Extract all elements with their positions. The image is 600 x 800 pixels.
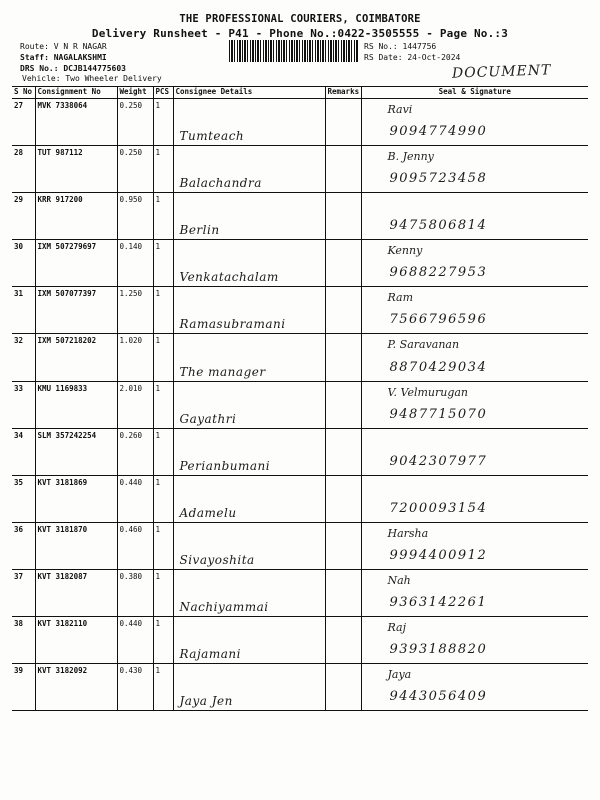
row-remarks	[325, 381, 361, 428]
row-remarks	[325, 617, 361, 664]
consignee-name-handwritten: Tumteach	[179, 129, 245, 144]
row-consignee	[173, 475, 325, 522]
header-weight: Weight	[117, 87, 153, 99]
signature-handwritten: Raj	[387, 621, 407, 635]
row-consignment-no: IXM 507218202	[35, 334, 117, 381]
row-pcs: 1	[153, 287, 173, 334]
signature-handwritten: Nah	[387, 573, 411, 587]
header-seal-signature: Seal & Signature	[361, 87, 588, 99]
consignee-name-handwritten: Berlin	[179, 223, 220, 238]
table-row	[12, 99, 588, 146]
signature-handwritten: Kenny	[387, 244, 423, 258]
consignee-name-handwritten: Venkatachalam	[179, 270, 279, 285]
row-seal-signature	[361, 381, 588, 428]
row-remarks	[325, 287, 361, 334]
phone-handwritten: 9487715070	[389, 406, 488, 422]
row-remarks	[325, 428, 361, 475]
row-remarks	[325, 475, 361, 522]
row-pcs: 1	[153, 569, 173, 616]
consignee-name-handwritten: Adamelu	[179, 505, 237, 520]
table-row	[12, 428, 588, 475]
row-weight: 0.430	[117, 664, 153, 711]
consignee-name-handwritten: Perianbumani	[179, 458, 271, 473]
signature-handwritten: Ravi	[387, 103, 413, 116]
consignee-name-handwritten: Ramasubramani	[179, 317, 286, 332]
phone-handwritten: 8870429034	[389, 359, 488, 375]
row-remarks	[325, 240, 361, 287]
row-remarks	[325, 569, 361, 616]
consignee-name-handwritten: Sivayoshita	[179, 552, 255, 567]
row-consignee	[173, 664, 325, 711]
signature-handwritten: Jaya	[387, 668, 412, 682]
rs-date: RS Date: 24-Oct-2024	[364, 53, 461, 62]
table-row	[12, 146, 588, 193]
row-seal-signature	[361, 99, 588, 146]
row-weight: 2.010	[117, 381, 153, 428]
runsheet-table	[12, 86, 588, 711]
row-consignment-no: SLM 357242254	[35, 428, 117, 475]
row-seal-signature	[361, 617, 588, 664]
row-seal-signature	[361, 193, 588, 240]
row-remarks	[325, 146, 361, 193]
row-sno: 38	[12, 617, 35, 664]
table-row	[12, 664, 588, 711]
row-remarks	[325, 334, 361, 381]
row-weight: 0.250	[117, 146, 153, 193]
row-pcs: 1	[153, 99, 173, 146]
consignee-name-handwritten: Gayathri	[179, 411, 237, 426]
row-remarks	[325, 664, 361, 711]
row-pcs: 1	[153, 617, 173, 664]
table-row	[12, 193, 588, 240]
row-seal-signature	[361, 475, 588, 522]
row-consignee	[173, 334, 325, 381]
row-seal-signature	[361, 428, 588, 475]
row-pcs: 1	[153, 334, 173, 381]
row-remarks	[325, 99, 361, 146]
row-consignment-no: KVT 3181869	[35, 475, 117, 522]
phone-handwritten: 7200093154	[389, 500, 488, 516]
row-consignee	[173, 146, 325, 193]
table-row	[12, 569, 588, 616]
row-pcs: 1	[153, 664, 173, 711]
row-sno: 27	[12, 99, 35, 146]
row-pcs: 1	[153, 475, 173, 522]
phone-handwritten: 9042307977	[389, 453, 488, 469]
route-label: Route: V N R NAGAR	[20, 42, 107, 51]
row-sno: 39	[12, 664, 35, 711]
phone-handwritten: 9443056409	[389, 689, 488, 705]
row-sno: 36	[12, 522, 35, 569]
row-pcs: 1	[153, 240, 173, 287]
signature-handwritten: B. Jenny	[387, 150, 434, 164]
row-pcs: 1	[153, 146, 173, 193]
row-consignee	[173, 193, 325, 240]
row-consignee	[173, 99, 325, 146]
table-row	[12, 287, 588, 334]
document-handwritten-note: DOCUMENT	[451, 62, 552, 82]
row-sno: 37	[12, 569, 35, 616]
row-seal-signature	[361, 664, 588, 711]
vehicle-label: Vehicle: Two Wheeler Delivery	[22, 74, 162, 83]
row-seal-signature	[361, 287, 588, 334]
row-sno: 30	[12, 240, 35, 287]
row-seal-signature	[361, 569, 588, 616]
consignee-name-handwritten: Rajamani	[179, 647, 241, 662]
row-seal-signature	[361, 240, 588, 287]
row-sno: 34	[12, 428, 35, 475]
consignee-name-handwritten: The manager	[179, 364, 266, 379]
row-remarks	[325, 193, 361, 240]
table-row	[12, 334, 588, 381]
table-row	[12, 240, 588, 287]
table-header-row	[12, 87, 588, 99]
row-weight: 0.260	[117, 428, 153, 475]
table-row	[12, 381, 588, 428]
row-weight: 0.380	[117, 569, 153, 616]
rs-number: RS No.: 1447756	[364, 42, 437, 51]
row-weight: 0.460	[117, 522, 153, 569]
row-sno: 31	[12, 287, 35, 334]
table-row	[12, 475, 588, 522]
phone-handwritten: 9094774990	[389, 124, 488, 140]
row-pcs: 1	[153, 193, 173, 240]
row-weight: 1.020	[117, 334, 153, 381]
row-sno: 29	[12, 193, 35, 240]
runsheet-title: Delivery Runsheet - P41 - Phone No.:0422-3505555 - Page No.:3	[91, 27, 509, 40]
phone-handwritten: 9994400912	[389, 547, 488, 563]
consignee-name-handwritten: Balachandra	[179, 176, 262, 191]
row-consignment-no: TUT 987112	[35, 146, 117, 193]
row-consignment-no: KVT 3182110	[35, 617, 117, 664]
company-title: THE PROFESSIONAL COURIERS, COIMBATORE	[179, 13, 421, 25]
phone-handwritten: 9475806814	[389, 218, 488, 234]
phone-handwritten: 9393188820	[389, 642, 488, 658]
row-weight: 0.140	[117, 240, 153, 287]
row-weight: 0.440	[117, 617, 153, 664]
row-consignment-no: KVT 3182087	[35, 569, 117, 616]
row-weight: 1.250	[117, 287, 153, 334]
consignee-name-handwritten: Nachiyammai	[179, 600, 269, 615]
header-sno: S No	[12, 87, 35, 99]
consignee-name-handwritten: Jaya Jen	[179, 694, 233, 709]
header-consignment: Consignment No	[35, 87, 117, 99]
row-consignee	[173, 287, 325, 334]
row-remarks	[325, 522, 361, 569]
header-remarks: Remarks	[325, 87, 361, 99]
row-weight: 0.440	[117, 475, 153, 522]
row-weight: 0.950	[117, 193, 153, 240]
row-seal-signature	[361, 522, 588, 569]
row-sno: 32	[12, 334, 35, 381]
table-row	[12, 522, 588, 569]
row-consignee	[173, 428, 325, 475]
row-sno: 28	[12, 146, 35, 193]
row-seal-signature	[361, 146, 588, 193]
signature-handwritten: Ram	[387, 291, 414, 305]
row-consignee	[173, 569, 325, 616]
row-consignment-no: KVT 3182092	[35, 664, 117, 711]
phone-handwritten: 9363142261	[389, 595, 488, 611]
row-consignee	[173, 522, 325, 569]
row-consignment-no: IXM 507279697	[35, 240, 117, 287]
signature-handwritten: V. Velmurugan	[387, 385, 469, 399]
header-consignee: Consignee Details	[173, 87, 325, 99]
header-pcs: PCS	[153, 87, 173, 99]
row-consignment-no: KVT 3181870	[35, 522, 117, 569]
row-sno: 33	[12, 381, 35, 428]
row-sno: 35	[12, 475, 35, 522]
row-weight: 0.250	[117, 99, 153, 146]
row-pcs: 1	[153, 522, 173, 569]
row-consignment-no: KMU 1169833	[35, 381, 117, 428]
row-consignee	[173, 617, 325, 664]
phone-handwritten: 7566796596	[389, 312, 488, 328]
phone-handwritten: 9095723458	[389, 171, 488, 187]
phone-handwritten: 9688227953	[389, 265, 488, 281]
row-consignment-no: IXM 507077397	[35, 287, 117, 334]
row-consignee	[173, 381, 325, 428]
row-seal-signature	[361, 334, 588, 381]
signature-handwritten: Harsha	[387, 526, 429, 540]
signature-handwritten: P. Saravanan	[387, 338, 460, 352]
row-consignment-no: MVK 7338064	[35, 99, 117, 146]
row-pcs: 1	[153, 428, 173, 475]
table-row	[12, 617, 588, 664]
barcode-image	[229, 40, 359, 62]
drs-label: DRS No.: DCJB144775603	[20, 64, 126, 73]
row-pcs: 1	[153, 381, 173, 428]
staff-label: Staff: NAGALAKSHMI	[20, 53, 107, 62]
row-consignment-no: KRR 917200	[35, 193, 117, 240]
row-consignee	[173, 240, 325, 287]
